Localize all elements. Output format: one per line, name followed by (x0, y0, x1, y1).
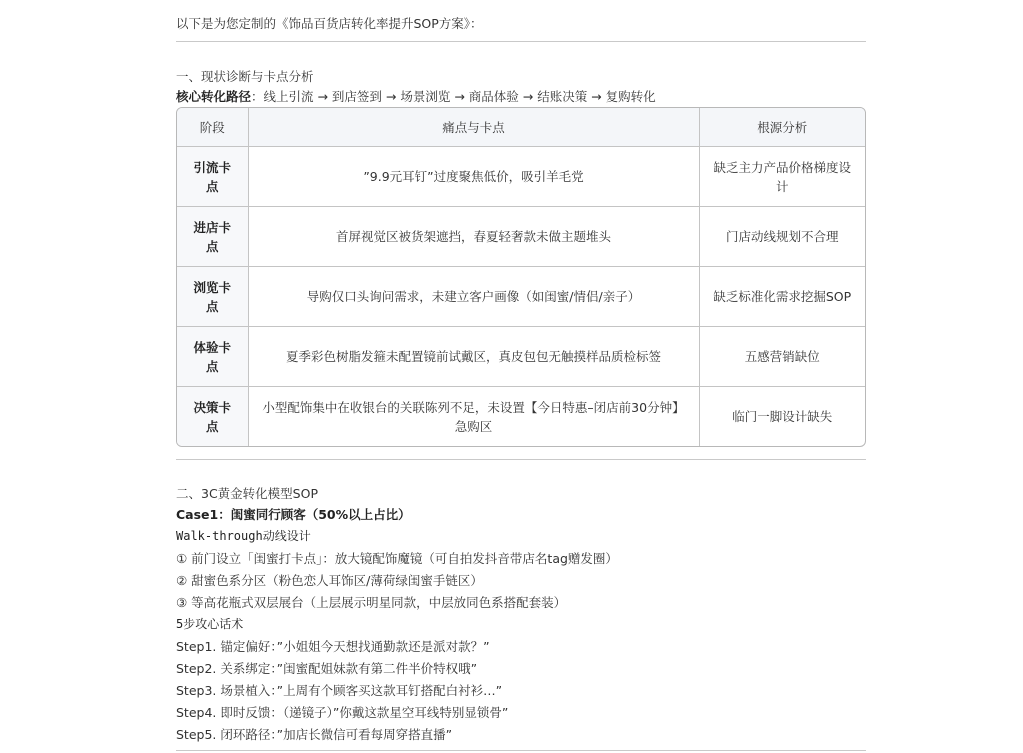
pain-cell: ”9.9元耳钉”过度聚焦低价，吸引羊毛党 (248, 147, 699, 207)
diagnosis-table (176, 107, 866, 447)
table-row (177, 147, 865, 207)
table-row (177, 387, 865, 446)
list-item: Step4. 即时反馈：（递镜子）”你戴这款星空耳线特别显锁骨” (176, 705, 509, 720)
divider (176, 41, 866, 42)
pain-cell: 小型配饰集中在收银台的关联陈列不足，未设置【今日特惠–闭店前30分钟】急购区 (248, 387, 699, 446)
case1-heading: Case1：闺蜜同行顾客（50%以上占比） (176, 507, 411, 522)
stage-cell: 决策卡点 (177, 387, 248, 446)
list-item: ① 前门设立「闺蜜打卡点」：放大镜配饰魔镜（可自拍发抖音带店名tag赠发圈） (176, 551, 618, 566)
table-header: 阶段 (177, 108, 248, 147)
table-row (177, 327, 865, 387)
core-path-text: ：线上引流 → 到店签到 → 场景浏览 → 商品体验 → 结账决策 → 复购转化 (251, 89, 656, 104)
table-row (177, 207, 865, 267)
list-item: Step2. 关系绑定：”闺蜜配姐妹款有第二件半价特权哦” (176, 661, 478, 676)
stage-cell: 浏览卡点 (177, 267, 248, 327)
list-item: Step5. 闭环路径：”加店长微信可看每周穿搭直播” (176, 727, 453, 742)
steps-heading: 5步攻心话术 (176, 617, 244, 631)
core-path (176, 87, 656, 105)
section1-title: 一、现状诊断与卡点分析 (176, 69, 314, 84)
table-row (177, 267, 865, 327)
stage-cell: 体验卡点 (177, 327, 248, 387)
list-item: ③ 等高花瓶式双层展台（上层展示明星同款，中层放同色系搭配套装） (176, 595, 567, 610)
cause-cell: 临门一脚设计缺失 (732, 409, 833, 425)
intro-text: 以下是为您定制的《饰品百货店转化率提升SOP方案》： (176, 16, 483, 31)
cause-cell: 五感营销缺位 (699, 327, 865, 387)
divider (176, 459, 866, 460)
cause-cell: 门店动线规划不合理 (699, 207, 865, 267)
list-item: Step1. 锚定偏好：”小姐姐今天想找通勤款还是派对款？” (176, 639, 490, 654)
core-path-label: 核心转化路径 (176, 89, 252, 104)
list-item: ② 甜蜜色系分区（粉色恋人耳饰区/薄荷绿闺蜜手链区） (176, 573, 483, 588)
table-header: 痛点与卡点 (248, 108, 699, 147)
divider (176, 750, 866, 751)
list-item: Step3. 场景植入：”上周有个顾客买这款耳钉搭配白衬衫…” (176, 683, 503, 698)
table-header: 根源分析 (699, 108, 865, 147)
cause-cell: 缺乏主力产品价格梯度设计 (699, 147, 865, 207)
stage-cell: 进店卡点 (177, 207, 248, 267)
pain-cell: 夏季彩色树脂发箍未配置镜前试戴区，真皮包包无触摸样品质检标签 (248, 327, 699, 387)
walk-through-heading: Walk-through动线设计 (176, 529, 311, 543)
pain-cell: 首屏视觉区被货架遮挡，春夏轻奢款未做主题堆头 (248, 207, 699, 267)
stage-cell: 引流卡点 (177, 147, 248, 207)
pain-cell: 导购仅口头询问需求，未建立客户画像（如闺蜜/情侣/亲子） (248, 267, 699, 327)
section2-title: 二、3C黄金转化模型SOP (176, 486, 318, 501)
cause-cell: 缺乏标准化需求挖掘SOP (699, 267, 865, 327)
